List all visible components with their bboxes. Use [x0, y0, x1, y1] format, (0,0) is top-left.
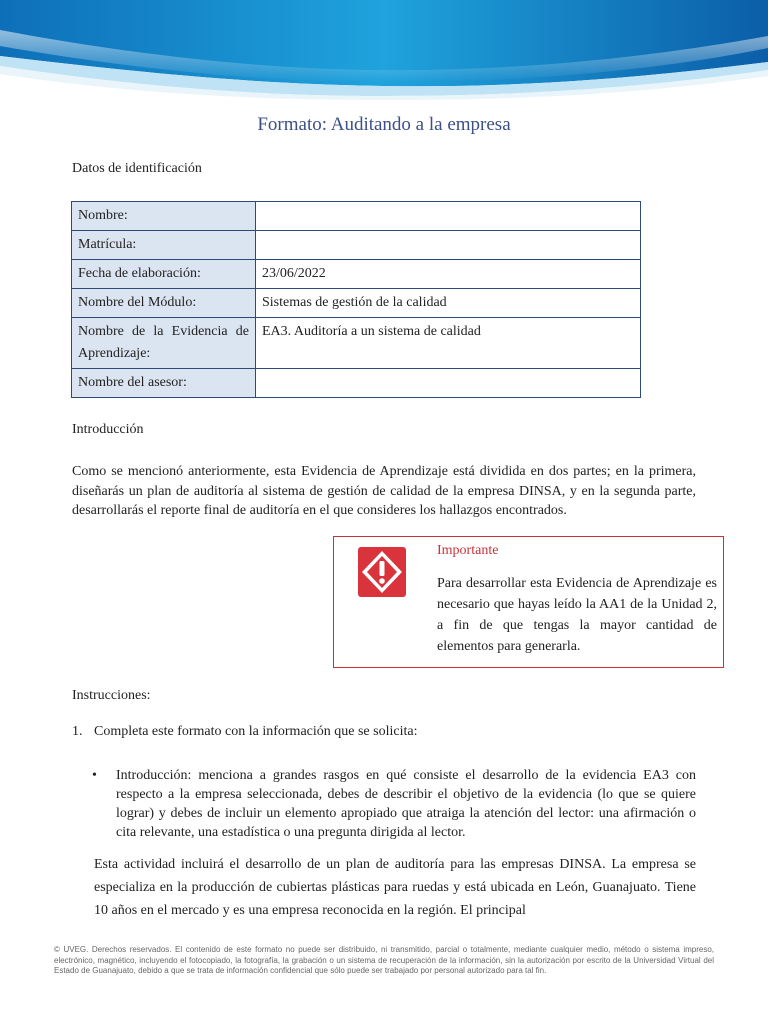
row-value: EA3. Auditoría a un sistema de calidad — [256, 318, 641, 369]
table-row — [72, 318, 641, 369]
warning-diamond-icon — [358, 547, 406, 597]
table-row — [72, 260, 641, 289]
row-label: Nombre: — [72, 202, 256, 231]
copyright-footer: © UVEG. Derechos reservados. El contenido de este formato no puede ser distribuido, ni transmitido, parcial o totalmente, mediante cualquier medio, método o sistema impreso, electrónico, magnético, incluyendo el fotocopiado, la fotografía, la grabación o un sistema de recuperación de la información, sin la autorización por escrito de la Universidad Virtual del Estado de Guanajuato, debido a que se trata de información confidencial que sólo puede ser trabajado por personal autorizado para tal fin. — [54, 945, 714, 975]
table-row — [72, 289, 641, 318]
row-value: Sistemas de gestión de la calidad — [256, 289, 641, 318]
activity-paragraph: Esta actividad incluirá el desarrollo de un plan de auditoría para las empresas DINSA. La empresa se especializa en la producción de cubiertas plásticas para ruedas y está ubicada en León, Guanajuato. Tiene 10 años en el mercado y es una empresa reconocida en la región. El principal — [94, 857, 696, 918]
intro-heading: Introducción — [72, 422, 144, 437]
row-label: Nombre del asesor: — [72, 369, 256, 398]
document-title: Formato: Auditando a la empresa — [257, 114, 511, 135]
row-label: Matrícula: — [72, 231, 256, 260]
important-callout — [333, 536, 724, 668]
row-value: 23/06/2022 — [256, 260, 641, 289]
table-row — [72, 231, 641, 260]
row-value — [256, 369, 641, 398]
bullet-icon: • — [92, 768, 97, 783]
callout-body: Para desarrollar esta Evidencia de Aprendizaje es necesario que hayas leído la AA1 de la Unidad 2, a fin de que tengas la mayor cantidad de elementos para generarla. — [437, 576, 717, 654]
instructions-heading: Instrucciones: — [72, 688, 151, 703]
row-label: Nombre de la Evidencia de Aprendizaje: — [72, 318, 256, 369]
identification-table — [71, 201, 641, 398]
row-value — [256, 231, 641, 260]
instruction-text: Completa este formato con la información que se solicita: — [94, 724, 418, 739]
row-label: Nombre del Módulo: — [72, 289, 256, 318]
intro-paragraph: Como se mencionó anteriormente, esta Evidencia de Aprendizaje está dividida en dos partes; en la primera, diseñarás un plan de auditoría al sistema de gestión de calidad de la empresa DINSA, y en la segunda parte, desarrollarás el reporte final de auditoría en el que consideres los hallazgos encontrados. — [72, 464, 696, 518]
list-item — [92, 766, 696, 842]
identification-heading: Datos de identificación — [72, 161, 202, 176]
row-label: Fecha de elaboración: — [72, 260, 256, 289]
table-row — [72, 369, 641, 398]
row-value — [256, 202, 641, 231]
banner-graphic — [0, 0, 768, 100]
callout-title: Importante — [437, 543, 499, 558]
bullet-text: Introducción: menciona a grandes rasgos en qué consiste el desarrollo de la evidencia EA3 con respecto a la empresa seleccionada, debes de describir el objetivo de la evidencia (lo que se quiere lograr) y debes de incluir un elemento apropiado que atraiga la atención del lector: una afirmación o cita relevante, una estadística o una pregunta dirigida al lector. — [116, 768, 696, 840]
header-banner — [0, 0, 768, 100]
table-row — [72, 202, 641, 231]
list-number: 1. — [72, 724, 83, 739]
